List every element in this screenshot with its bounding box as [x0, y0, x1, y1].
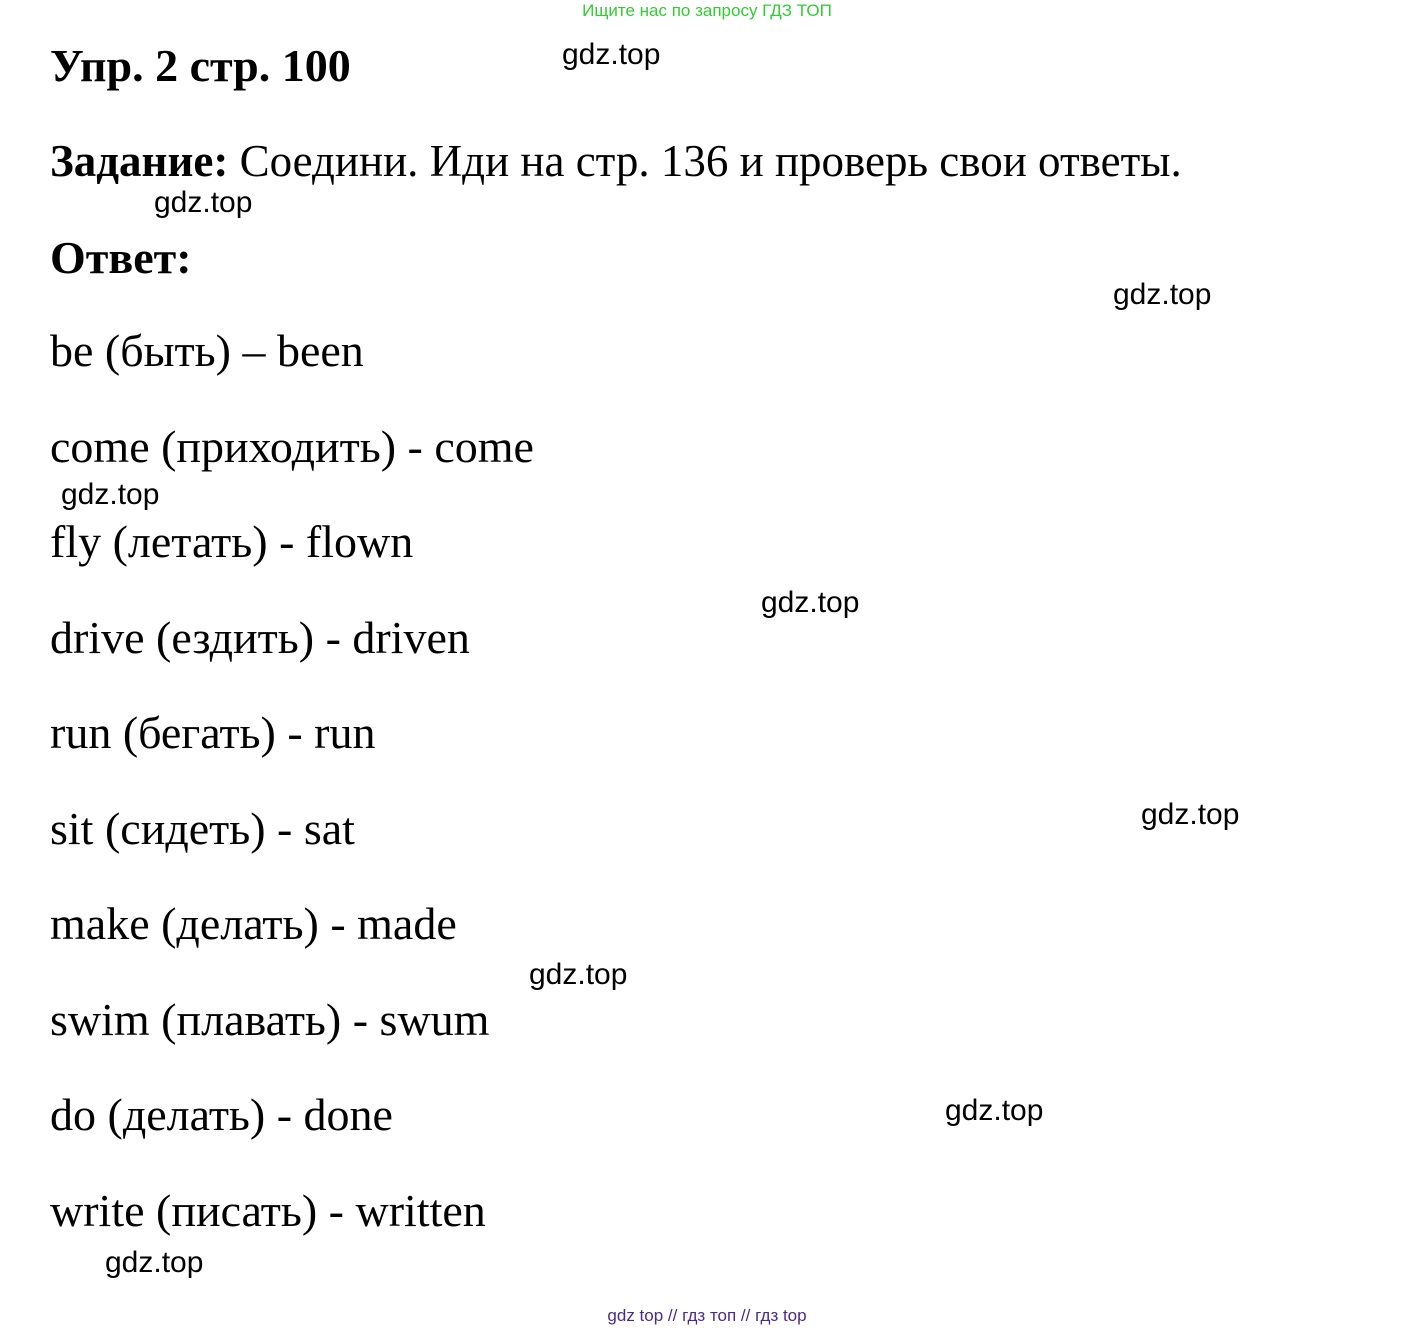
watermark: gdz.top: [61, 478, 160, 511]
answer-item: run (бегать) - run: [50, 707, 376, 758]
answer-item: make (делать) - made: [50, 898, 457, 949]
watermark: gdz.top: [562, 38, 661, 71]
watermark: gdz.top: [1113, 278, 1212, 311]
footer: gdz top // гдз топ // гдз top: [607, 1306, 807, 1325]
answer-item: sit (сидеть) - sat: [50, 802, 355, 854]
watermark: gdz.top: [529, 958, 628, 991]
answer-item: swim (плавать) - swum: [50, 993, 490, 1045]
answer-item: come (приходить) - come: [50, 420, 534, 472]
page-title: Упр. 2 стр. 100: [50, 40, 351, 91]
task-statement: [50, 135, 1182, 187]
answer-label: Ответ:: [50, 232, 192, 283]
watermark: gdz.top: [761, 586, 860, 619]
answer-item: do (делать) - done: [50, 1089, 393, 1140]
answer-item: fly (летать) - flown: [50, 516, 414, 567]
answer-item: be (быть) – been: [50, 325, 364, 376]
answer-item: drive (ездить) - driven: [50, 611, 470, 663]
watermark: gdz.top: [105, 1246, 204, 1279]
top-banner: Ищите нас по запросу ГДЗ ТОП: [582, 1, 832, 20]
task-text: Соедини. Иди на стр. 136 и проверь свои ответы.: [228, 136, 1182, 186]
watermark: gdz.top: [154, 186, 253, 219]
watermark: gdz.top: [945, 1094, 1044, 1127]
task-label: Задание:: [50, 136, 229, 186]
answer-list: [50, 325, 534, 1280]
answer-item: write (писать) - written: [50, 1184, 486, 1236]
watermark: gdz.top: [1141, 798, 1240, 831]
